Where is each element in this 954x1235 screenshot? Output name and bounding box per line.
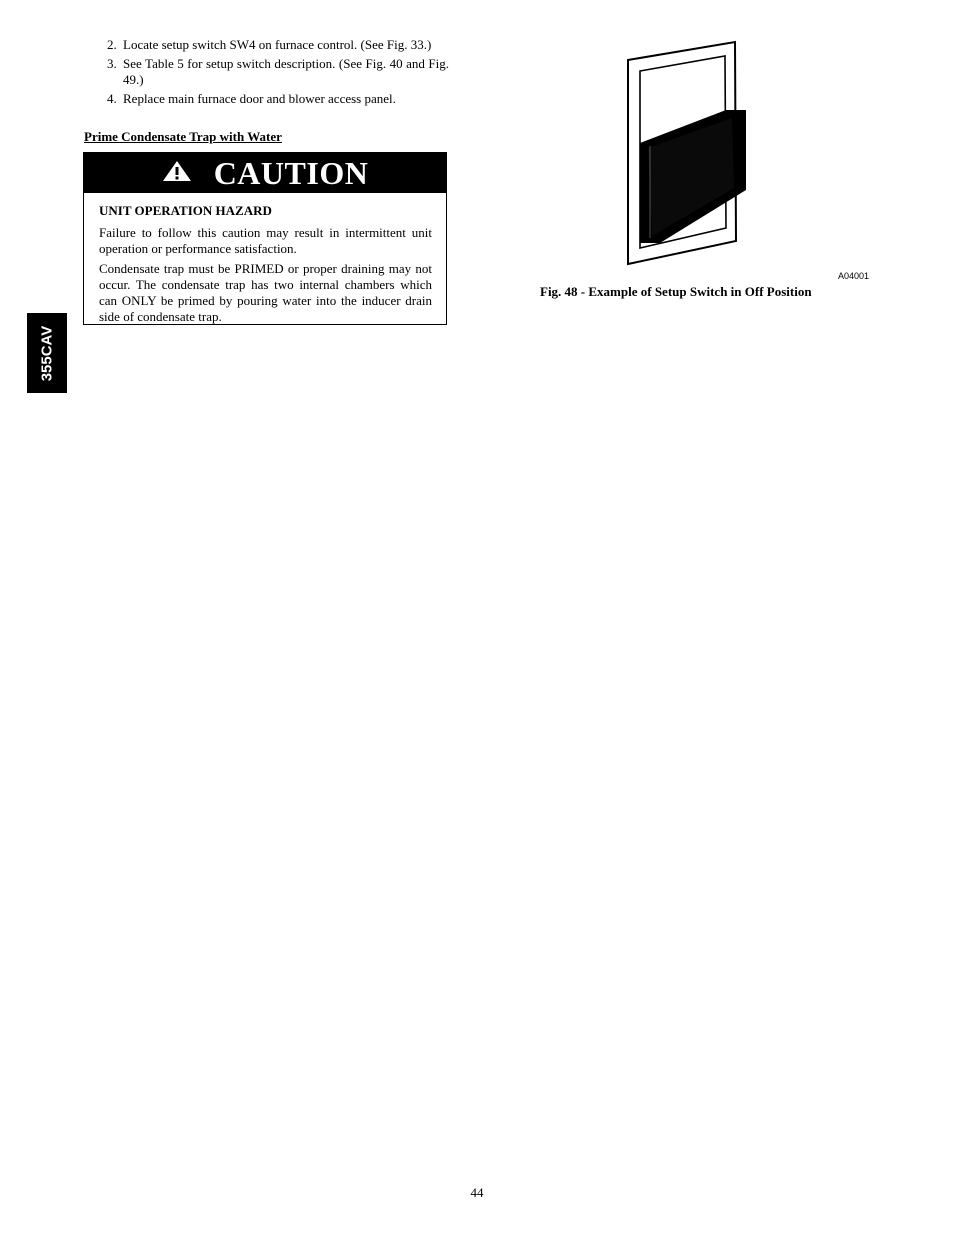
caution-box: [83, 152, 447, 325]
caution-paragraph: Condensate trap must be PRIMED or proper draining may not occur. The condensate trap has two internal chambers which can ONLY be primed by pouring water into the inducer drain side of condensate trap.: [99, 261, 432, 324]
caution-title: CAUTION: [213, 154, 369, 191]
step-text: Locate setup switch SW4 on furnace control. (See Fig. 33.): [123, 37, 432, 52]
step-number: 4.: [107, 90, 117, 106]
side-tab: [27, 313, 67, 393]
step-item: [107, 91, 449, 108]
warning-triangle-icon: [162, 160, 192, 187]
step-text: See Table 5 for setup switch description. (See Fig. 40 and Fig. 49.): [123, 55, 449, 87]
figure-caption: Fig. 48 - Example of Setup Switch in Off Position: [540, 284, 812, 299]
caution-body: [84, 193, 446, 325]
caution-header: [84, 153, 446, 193]
page-number: 44: [470, 1185, 484, 1200]
side-tab-label: 355CAV: [38, 325, 56, 381]
step-item: [107, 56, 449, 89]
section-heading: Prime Condensate Trap with Water: [84, 129, 282, 144]
step-text: Replace main furnace door and blower access panel.: [123, 90, 396, 106]
step-number: 3.: [107, 55, 117, 71]
hazard-title: UNIT OPERATION HAZARD: [99, 203, 272, 218]
switch-drawing: [620, 38, 750, 268]
step-number: 2.: [107, 37, 117, 52]
caution-paragraph: Failure to follow this caution may result in intermittent unit operation or performance satisfaction.: [99, 224, 432, 256]
instruction-steps: [107, 37, 449, 109]
setup-switch-figure: [620, 38, 750, 268]
step-item: [107, 37, 449, 54]
figure-code: A04001: [838, 271, 870, 281]
